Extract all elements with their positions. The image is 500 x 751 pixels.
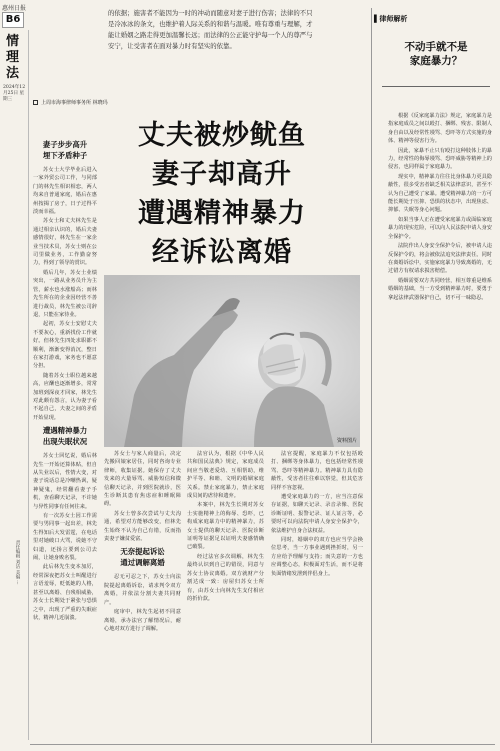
article-photo: [104, 275, 360, 447]
paragraph: 苏女士与家人商量后，决定先搬回娘家居住，同时咨询专业律师，收集证据。她保存了丈夫发来的大量辱骂、威胁短信和微信聊天记录，并到医院就诊，医生诊断其患有焦虑症和睡眠障碍。: [104, 451, 181, 508]
paragraph: 忍无可忍之下，苏女士向法院提起离婚诉讼，请求判令双方离婚，并依法分割夫妻共同财产。: [104, 574, 181, 606]
editor-credit: 责任编辑 刘洁 美编 ...: [15, 540, 20, 585]
paragraph: 法官认为，根据《中华人民共和国民法典》规定，家庭成员间应当敬老爱幼、互相帮助，维护平等、和睦、文明的婚姻家庭关系。禁止家庭暴力，禁止家庭成员间的虐待和遗弃。: [187, 451, 264, 500]
paragraph: 起初，苏女士安慰丈夫不要灰心，重新找份工作就好。但林先生四处求职都不顺利，渐渐变得消沉，整日在家打游戏，家务也不愿意分担。: [33, 321, 97, 370]
commentary-title-line: 家庭暴力？: [409, 55, 463, 67]
sub-heading-line: 遭遇精神暴力: [42, 426, 88, 436]
byline: [33, 99, 233, 106]
paragraph: 经过法官多次调解，林先生最终认识到自己的错误，同意与苏女士协议离婚。双方就财产分割达成一致：房屋归苏女士所有，由苏女士向林先生支付相应的折价款。: [187, 553, 264, 602]
top-quote: [108, 8, 360, 86]
paragraph: 婚姻需要双方共同经营，相互尊重是维系婚姻的基础，当一方受到精神暴力时，要勇于拿起法律武器保护自己，切不可一味隐忍。: [388, 277, 492, 301]
paragraph: 本案中，林先生长期对苏女士实施精神上的侮辱、恐吓，已构成家庭暴力中的精神暴力，苏女士提供的聊天记录、医院诊断证明等证据足以证明夫妻感情确已破裂。: [187, 502, 264, 551]
sub-heading: [33, 140, 97, 161]
article-column: [33, 136, 97, 740]
paragraph: 遭受家庭暴力的一方，应当注意保存证据，如聊天记录、录音录像、医院诊断证明、报警记录、证人证言等，必要时可以向法院申请人身安全保护令，依法维护自身合法权益。: [271, 494, 363, 534]
paragraph: 法官提醒，家庭暴力不仅包括殴打、捆绑等身体暴力，也包括经常性谩骂、恐吓等精神暴力。精神暴力具有隐蔽性，受害者往往难以察觉，但其危害同样不容忽视。: [271, 451, 363, 491]
publication-date: 2024年12月25日 星期三: [3, 85, 26, 102]
paragraph: 此后林先生变本加厉，经常深夜把苏女士叫醒进行言语羞辱，贬低她的人格，甚至以离婚、自残相威胁，苏女士长期处于紧张与恐惧之中，出现了严重的失眠症状，精神几近崩溃。: [33, 564, 97, 621]
paragraph: 庭审中，林先生起初不同意离婚，承办法官了解情况后，耐心地对双方进行了调解。: [104, 609, 181, 632]
sub-heading-line: 妻子步步高升: [42, 140, 88, 149]
quote-line: 的依据；施害者不能因为一时的冲动而随意对妻子进行伤害；法律的不只: [108, 9, 313, 17]
checkbox-icon: [33, 100, 38, 105]
sub-heading-line: 通过调解离婚: [120, 557, 165, 567]
page-number: B6: [2, 12, 24, 28]
paragraph: 有一次苏女士因工作需要与男同事一起出差，林先生得知后大发雷霆，在电话里对她破口大骂，说她不守妇道，还扬言要到公司去闹，让她身败名裂。: [33, 513, 97, 562]
headline-line: 妻子却高升: [152, 159, 292, 190]
photo-illustration: [104, 275, 360, 447]
paragraph: 苏女士大学毕业后进入一家外贸公司工作，与同部门的林先生相识相恋，两人均来自普通家庭，婚后在惠州按揭了房子，日子过得平淡而幸福。: [33, 167, 97, 216]
paragraph: 同时，婚姻中的双方也应当学会换位思考，当一方事业遇到挫折时，另一方应给予理解与支持；而失意的一方也应调整心态，积极面对生活，而不是将负面情绪发泄到伴侣身上。: [271, 537, 363, 577]
commentary-body: [388, 112, 492, 740]
paragraph: 现实中，精神暴力往往比身体暴力更具隐蔽性，很多受害者缺乏相关法律意识，甚至不认为自己遭受了家暴。遭受精神暴力的一方可能长期处于压抑、恐惧的状态中，出现焦虑、抑郁、失眠等身心问题。: [388, 173, 492, 214]
headline-line: 遭遇精神暴力: [138, 198, 306, 229]
commentary-title-line: 不动手就不是: [404, 41, 468, 53]
section-title: 情理法: [6, 34, 20, 81]
paragraph: 根据《反家庭暴力法》规定，家庭暴力是指家庭成员之间以殴打、捆绑、残害、限制人身自由以及经常性谩骂、恐吓等方式实施的身体、精神等侵害行为。: [388, 113, 492, 145]
headline: [104, 116, 340, 272]
paragraph: 苏女士曾多次尝试与丈夫沟通，希望对方能够改变，但林先生始终不认为自己有错，反而指责妻子嫌贫爱富。: [104, 510, 181, 543]
sub-heading-line: 无奈提起诉讼: [120, 547, 165, 557]
quote-line: 安宁，让受害者在面对暴力时有坚实的依靠。: [108, 42, 236, 50]
headline-line: 丈夫被炒鱿鱼: [138, 120, 306, 151]
byline-text: 上周市海事律师事务所 林晓玛: [41, 100, 108, 106]
paper-name: 惠州日报: [2, 5, 27, 12]
sub-heading: [33, 426, 97, 447]
column-divider: [28, 30, 29, 740]
title-divider: [382, 86, 490, 87]
column-divider: [371, 8, 372, 743]
section-tag: ▌律师解析: [374, 15, 408, 23]
quote-line: 是冷冰冰的条文，也维护着人际关系的和谐与温暖。唯有尊重与理解，才: [108, 20, 313, 28]
article-column: [187, 450, 264, 740]
paragraph: 苏女士和丈夫林先生是通过相亲认识的，婚后夫妻感情很好，林先生在一家企业当技术员，苏女士则在公司里做业务，工作勤奋努力，得到了领导的赏识。: [33, 218, 97, 267]
article-column: [104, 450, 181, 740]
footer-divider: [30, 744, 495, 745]
paragraph: 法院作出人身安全保护令后，被申请人违反保护令的，将会被依法追究法律责任。同时在离婚诉讼中，实施家庭暴力导致离婚的，无过错方有权请求损害赔偿。: [388, 243, 492, 275]
headline-line: 经诉讼离婚: [152, 237, 292, 268]
photo-credit: 资料图片: [336, 438, 357, 444]
commentary-title: [386, 40, 486, 68]
paragraph: 因此，家暴不止只有殴打这种肢体上的暴力，经常性的侮辱谩骂、恐吓威胁等精神上的侵害，也同样属于家庭暴力。: [388, 147, 492, 171]
paragraph: 随着苏女士职位越来越高，应酬也逐渐增多，常常加班到深夜才回家，林先生对此颇有怨言，认为妻子看不起自己，夫妻之间的矛盾开始显现。: [33, 372, 97, 421]
paragraph: 如果当事人正在遭受家庭暴力或面临家庭暴力的现实危险，可以向人民法院申请人身安全保护令。: [388, 216, 492, 240]
quote-line: 能让婚姻之路走得更加温馨长远；而法律的公正能守护每一个人的尊严与: [108, 31, 313, 39]
paragraph: 婚后几年，苏女士业绩突出，一路从业务员升为主管，薪水也水涨船高；而林先生所在的企业因经营不善进行裁员，林先生被公司辞退，只能在家待业。: [33, 269, 97, 318]
sub-heading-line: 出现失眠状况: [42, 436, 88, 446]
paragraph: 苏女士回忆说，婚后林先生一开始还算体贴，但自从失业以后，性情大变，对妻子说话总是冷嘲热讽，疑神疑鬼，经常翻看妻子手机，查看聊天记录，不许她与异性同事有任何往来。: [33, 453, 97, 510]
sub-heading-line: 埋下矛盾种子: [42, 150, 88, 160]
section-tag-label: 律师解析: [379, 15, 408, 23]
sub-heading: [104, 547, 181, 568]
article-column: [271, 450, 363, 740]
